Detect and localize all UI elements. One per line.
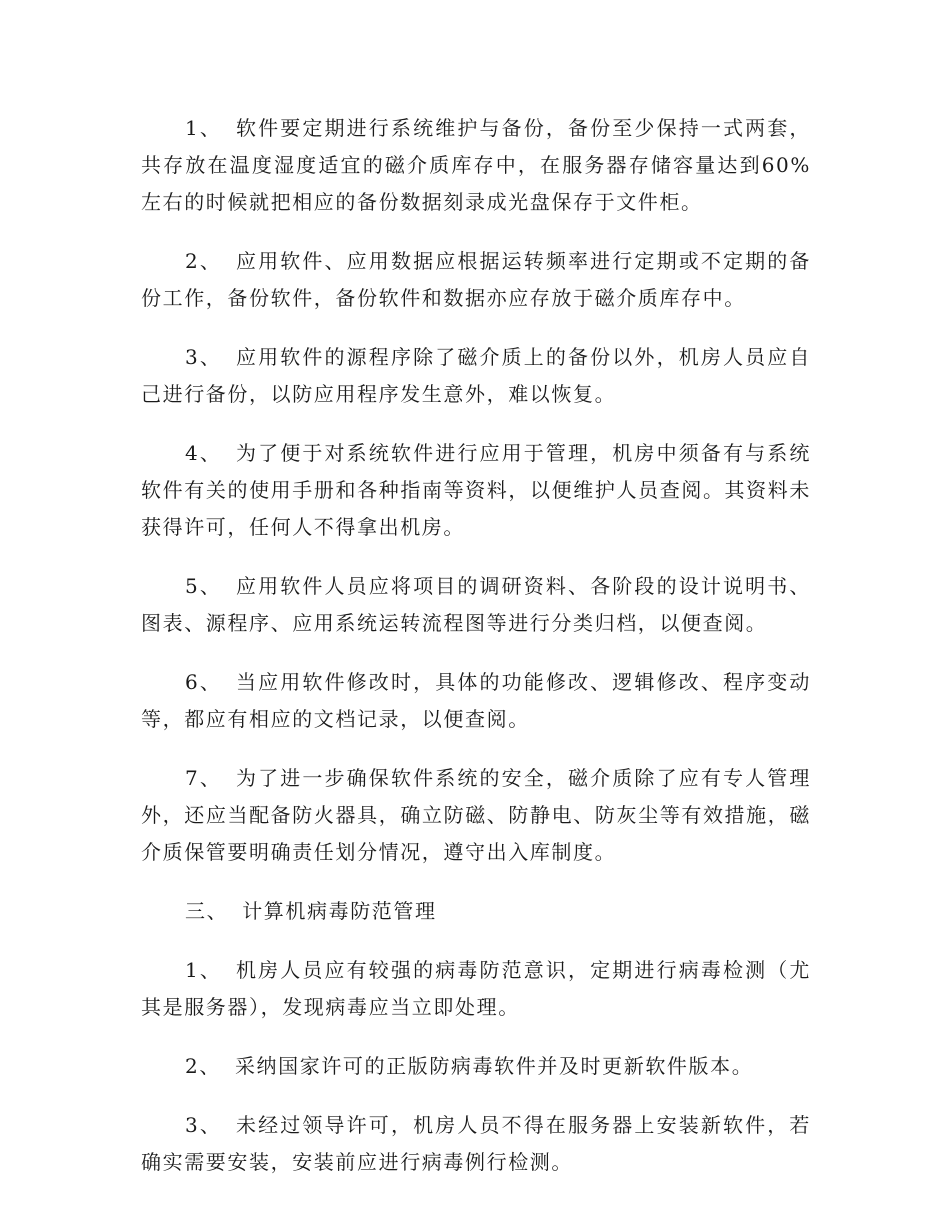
paragraph-number: 1、: [185, 116, 222, 140]
section-title: 计算机病毒防范管理: [242, 899, 437, 923]
paragraph-number: 4、: [185, 441, 222, 465]
paragraph-text: 为了进一步确保软件系统的安全，磁介质除了应有专人管理外，还应当配备防火器具，确立防磁、防静电、防灰尘等有效措施，磁介质保管要明确责任划分情况，遵守出入库制度。: [141, 766, 811, 864]
paragraph-number: 2、: [185, 249, 222, 273]
paragraph-text: 应用软件人员应将项目的调研资料、各阶段的设计说明书、图表、源程序、应用系统运转流程图等进行分类归档，以便查阅。: [141, 574, 811, 635]
paragraph-text: 为了便于对系统软件进行应用于管理，机房中须备有与系统软件有关的使用手册和各种指南等资料，以便维护人员查阅。其资料未获得许可，任何人不得拿出机房。: [141, 441, 811, 539]
paragraph-text: 软件要定期进行系统维护与备份，备份至少保持一式两套，共存放在温度湿度适宜的磁介质库存中，在服务器存储容量达到60%左右的时候就把相应的备份数据刻录成光盘保存于文件柜。: [141, 116, 811, 214]
paragraph-number: 2、: [185, 1054, 221, 1078]
paragraph-b-3: [141, 1107, 811, 1181]
paragraph-number: 1、: [185, 958, 222, 982]
paragraph-b-2: [141, 1048, 811, 1085]
paragraph-a-3: [141, 339, 811, 413]
paragraph-text: 未经过领导许可，机房人员不得在服务器上安装新软件，若确实需要安装，安装前应进行病毒例行检测。: [141, 1113, 811, 1174]
paragraph-number: 6、: [185, 670, 222, 694]
paragraph-number: 3、: [185, 345, 222, 369]
paragraph-number: 3、: [185, 1113, 222, 1137]
paragraph-text: 机房人员应有较强的病毒防范意识，定期进行病毒检测（尤其是服务器），发现病毒应当立即处理。: [141, 958, 811, 1019]
paragraph-text: 当应用软件修改时，具体的功能修改、逻辑修改、程序变动等，都应有相应的文档记录，以便查阅。: [141, 670, 811, 731]
paragraph-a-4: [141, 435, 811, 546]
paragraph-text: 应用软件、应用数据应根据运转频率进行定期或不定期的备份工作，备份软件，备份软件和数据亦应存放于磁介质库存中。: [141, 249, 811, 310]
paragraph-a-7: [141, 760, 811, 871]
paragraph-b-1: [141, 952, 811, 1026]
paragraph-number: 5、: [185, 574, 222, 598]
paragraph-number: 7、: [185, 766, 222, 790]
document-body: [141, 110, 811, 1203]
section-number: 三、: [185, 899, 229, 923]
paragraph-text: 应用软件的源程序除了磁介质上的备份以外，机房人员应自己进行备份，以防应用程序发生意外，难以恢复。: [141, 345, 811, 406]
paragraph-a-1: [141, 110, 811, 221]
paragraph-text: 采纳国家许可的正版防病毒软件并及时更新软件版本。: [234, 1054, 754, 1078]
section-heading: [141, 893, 811, 930]
paragraph-a-2: [141, 243, 811, 317]
paragraph-a-5: [141, 568, 811, 642]
paragraph-a-6: [141, 664, 811, 738]
